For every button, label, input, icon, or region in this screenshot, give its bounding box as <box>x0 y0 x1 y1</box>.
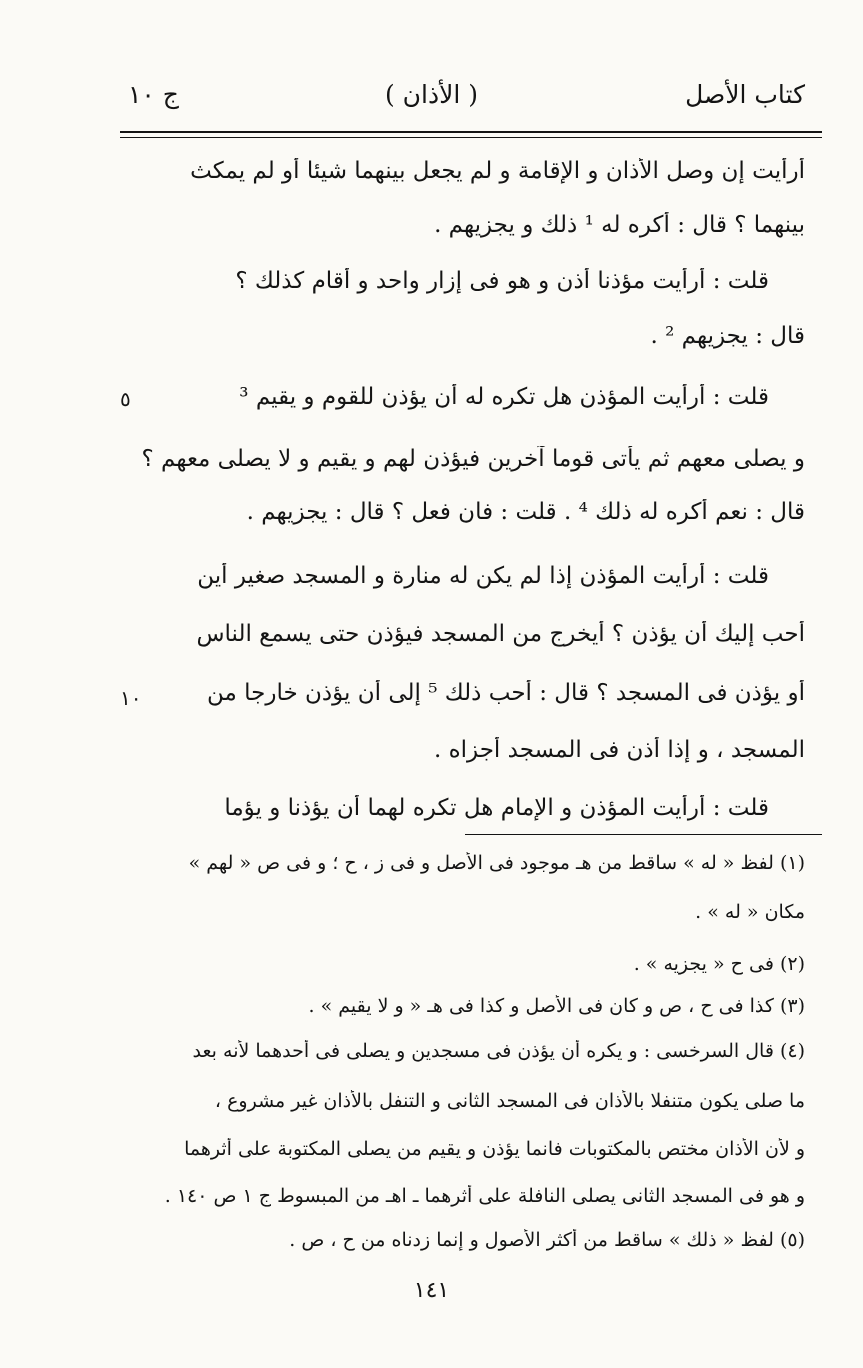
footnote-line: ما صلى يكون متنفلا بالأذان فى المسجد الثانى و التنفل بالأذان غير مشروع ، <box>214 1090 805 1112</box>
footnote-line: (٣) كذا فى ح ، ص و كان فى الأصل و كذا فى هـ « و لا يقيم » . <box>308 995 805 1017</box>
body-line: قال : نعم أكره له ذلك ⁴ . قلت : فان فعل ؟ قال : يجزيهم . <box>246 499 805 525</box>
volume-label: ج ١٠ <box>128 80 179 109</box>
body-line: بينهما ؟ قال : أكره له ¹ ذلك و يجزيهم . <box>434 212 805 238</box>
body-line: و يصلى معهم ثم يأتى قوما آخرين فيؤذن لهم و يقيم و لا يصلى معهم ؟ <box>141 446 805 472</box>
footnote-line: (٥) لفظ « ذلك » ساقط من أكثر الأصول و إنما زدناه من ح ، ص . <box>289 1229 805 1251</box>
body-line: قال : يجزيهم ² . <box>650 323 805 349</box>
footnote-line: و هو فى المسجد الثانى يصلى النافلة على أثرهما ـ اهـ من المبسوط ج ١ ص ١٤٠ . <box>164 1185 805 1207</box>
body-line: قلت : أرأيت المؤذن إذا لم يكن له منارة و المسجد صغير أين <box>197 563 769 589</box>
body-line: أحب إليك أن يؤذن ؟ أيخرج من المسجد فيؤذن حتى يسمع الناس <box>196 621 805 647</box>
footnote-line: (٤) قال السرخسى : و يكره أن يؤذن فى مسجدين و يصلى فى أحدهما لأنه بعد <box>192 1040 805 1062</box>
header-rule <box>120 131 822 133</box>
body-line: قلت : أرأيت المؤذن هل تكره له أن يؤذن للقوم و يقيم ³ <box>239 384 769 410</box>
chapter-title: ( الأذان ) <box>384 80 479 109</box>
footnote-line: (٢) فى ح « يجزيه » . <box>633 953 805 975</box>
line-number: ٥ <box>120 387 131 411</box>
page-number: ١٤١ <box>413 1278 450 1303</box>
body-line: قلت : أرأيت المؤذن و الإمام هل تكره لهما أن يؤذنا و يؤما <box>224 795 769 821</box>
footnote-line: (١) لفظ « له » ساقط من هـ موجود فى الأصل و فى ز ، ح ؛ و فى ص « لهم » <box>188 852 805 874</box>
footnote-rule <box>465 834 822 835</box>
body-line: أو يؤذن فى المسجد ؟ قال : أحب ذلك ⁵ إلى أن يؤذن خارجا من <box>207 680 805 706</box>
header-rule-thin <box>120 137 822 138</box>
body-line: أرأيت إن وصل الأذان و الإقامة و لم يجعل بينهما شيئا أو لم يمكث <box>190 158 805 184</box>
body-line: قلت : أرأيت مؤذنا أذن و هو فى إزار واحد و أقام كذلك ؟ <box>235 268 769 294</box>
book-title: كتاب الأصل <box>685 80 805 109</box>
line-number: ١٠ <box>120 686 142 710</box>
footnote-line: و لأن الأذان مختص بالمكتوبات فانما يؤذن و يقيم من يصلى المكتوبة على أثرهما <box>184 1138 805 1160</box>
footnote-line: مكان « له » . <box>695 901 805 923</box>
body-line: المسجد ، و إذا أذن فى المسجد أجزاه . <box>433 737 805 763</box>
